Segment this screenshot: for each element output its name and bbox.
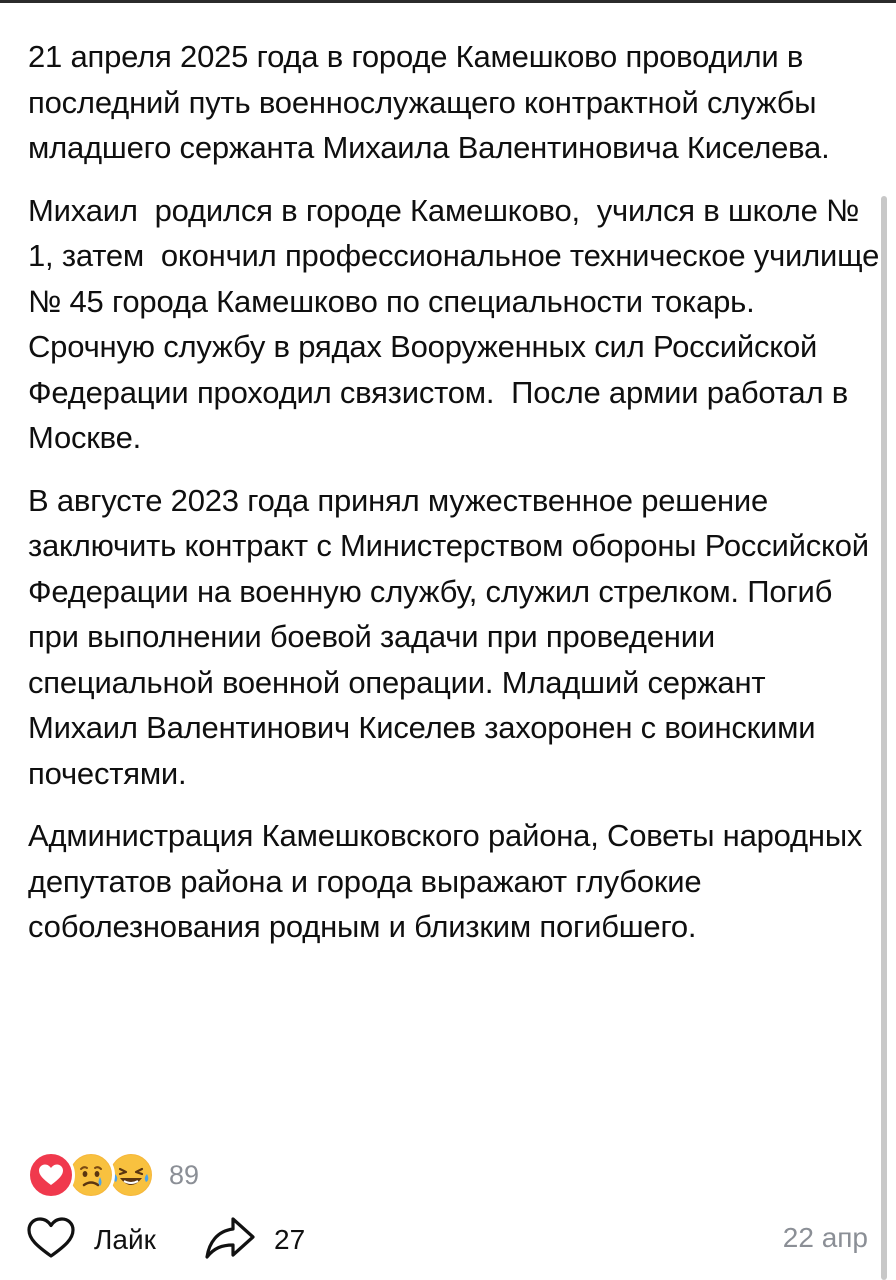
post-paragraph: Администрация Камешковского района, Советы народных депутатов района и города выражают глубокие соболезнования родным и близким погибшего.: [28, 818, 871, 944]
top-divider: [0, 0, 896, 3]
like-button[interactable]: [26, 1214, 156, 1266]
share-icon: [204, 1215, 256, 1266]
heart-icon: [27, 1151, 75, 1199]
post-body: [28, 34, 880, 967]
reactions-count: 89: [169, 1159, 200, 1190]
post-paragraph: В августе 2023 года принял мужественное решение заключить контракт с Министерством обороны Российской Федерации на военную службу, служил стрелком. Погиб при выполнении боевой задачи при проведении специальной военной операции. Младший сержант Михаил Валентинович Киселев захоронен с воинскими почестями.: [28, 482, 878, 791]
post-date: 22 апр: [782, 1222, 868, 1253]
scrollbar[interactable]: [881, 196, 887, 1280]
heart-outline-icon: [26, 1216, 76, 1265]
share-count: 27: [274, 1224, 306, 1255]
post-paragraph: 21 апреля 2025 года в городе Камешково проводили в последний путь военнослужащего контрактной службы младшего сержанта Михаила Валентиновича Киселева.: [28, 39, 830, 165]
reactions-summary[interactable]: [27, 1150, 199, 1200]
post-paragraph: Михаил родился в городе Камешково, учился в школе № 1, затем окончил профессиональное техническое училище № 45 города Камешково по специальности токарь. Срочную службу в рядах Вооруженных сил Российской Федерации проходил связистом. После армии работал в Москве.: [28, 192, 880, 455]
like-label: Лайк: [94, 1224, 156, 1255]
share-button[interactable]: [204, 1214, 305, 1266]
post-actions: [0, 1214, 896, 1266]
